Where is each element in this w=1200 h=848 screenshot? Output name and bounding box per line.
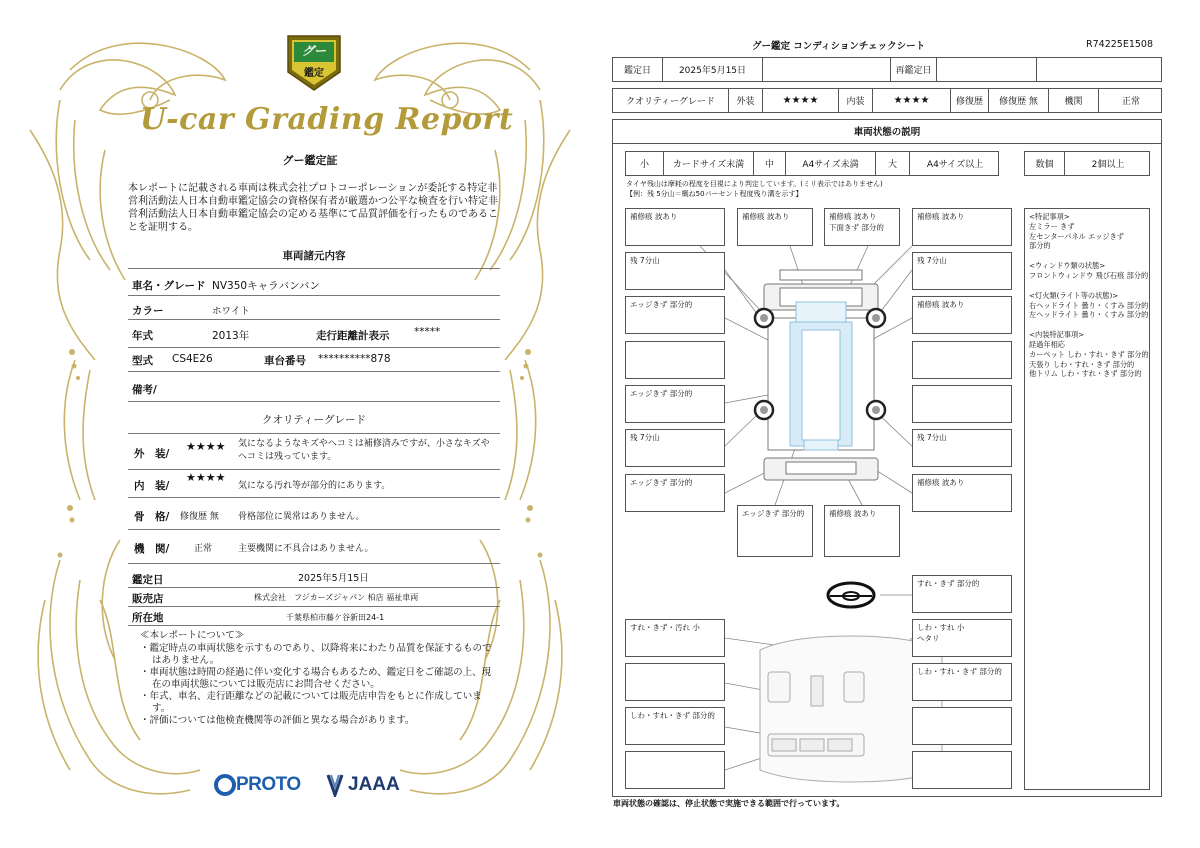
damage-box-left-4 bbox=[625, 385, 725, 423]
damage-text: 残 7分山 bbox=[630, 256, 660, 265]
damage-text: 補修痕 波あり bbox=[917, 300, 965, 309]
notes-line: 右ヘッドライト 曇り・くすみ 部分的 bbox=[1029, 300, 1149, 310]
notes-heading: ≪本レポートについて≫ bbox=[140, 630, 245, 641]
section-title: 車両状態の説明 bbox=[853, 127, 921, 138]
interior-box-left-3 bbox=[625, 707, 725, 745]
notes-line: 他トリム しわ・すれ・きず 部分的 bbox=[1029, 369, 1142, 379]
dealer-label: 販売店 bbox=[132, 593, 164, 605]
mileage-value: ***** bbox=[414, 326, 441, 338]
year-value: 2013年 bbox=[212, 330, 250, 342]
name-label: 車名・グレード bbox=[132, 280, 206, 292]
damage-text: 残 7分山 bbox=[917, 433, 947, 442]
damage-box-left-1 bbox=[625, 252, 725, 290]
address-value: 千葉県柏市藤ケ谷新田24-1 bbox=[286, 613, 385, 622]
note-item: ・評価については他検査機関等の評価と異なる場合があります。 bbox=[140, 715, 415, 726]
engine-value: 正常 bbox=[194, 544, 213, 554]
interior-stars: ★★★★ bbox=[186, 471, 226, 484]
size-large-desc-label: A4サイズ以上 bbox=[926, 160, 984, 170]
damage-text: 補修痕 波あり bbox=[917, 212, 965, 221]
engine-value: 正常 bbox=[1121, 97, 1140, 107]
damage-box-right-1 bbox=[912, 252, 1012, 290]
notes-line bbox=[1029, 251, 1145, 261]
note-item: ・車両状態は時間の経過に伴い変化する場合もあるため、鑑定日をご確認の上、現在の車両状態については販売店にお問合せください。 bbox=[140, 667, 492, 690]
sheet-footer: 車両状態の確認は、停止状態で実施できる範囲で行っています。 bbox=[613, 799, 845, 808]
frame-text: 骨格部位に異常はありません。 bbox=[238, 512, 365, 522]
year-label: 年式 bbox=[132, 330, 153, 342]
damage-box-right-2 bbox=[912, 296, 1012, 334]
badge-bottom-text: 鑑定 bbox=[304, 68, 324, 79]
spec-heading: 車両諸元内容 bbox=[128, 248, 500, 269]
damage-box-left-3 bbox=[625, 341, 725, 379]
damage-text: しわ・すれ・きず 部分的 bbox=[917, 667, 1002, 676]
notes-line: 左ミラー きず bbox=[1029, 221, 1075, 231]
damage-text: すれ・きず 部分的 bbox=[917, 579, 980, 588]
interior-text: 気になる汚れ等が部分的にあります。 bbox=[238, 481, 391, 491]
exterior-label: 外 装/ bbox=[134, 448, 170, 460]
certificate-intro: 本レポートに記載される車両は株式会社プロトコーポレーションが委託する特定非営利活動法人日本自動車鑑定協会の資格保有者が厳選かつ公平な検査を行い特定非営利活動法人日本自動車鑑定協会の定める基準にて品質評価を行ったものであることを証明する。 bbox=[128, 183, 498, 233]
damage-box-right-5 bbox=[912, 429, 1012, 467]
interior-box-left-2 bbox=[625, 663, 725, 701]
size-large-label: 大 bbox=[887, 160, 897, 170]
damage-text: 補修痕 波あり bbox=[829, 509, 877, 518]
damage-text: 下面きず 部分的 bbox=[829, 223, 884, 232]
jaaa-logo-text: JAAA bbox=[348, 774, 400, 795]
damage-box-left-5 bbox=[625, 429, 725, 467]
exterior-van-icon bbox=[764, 270, 878, 480]
tire-note-1: タイヤ残山は摩耗の程度を目視により判定しています。(ミリ表示ではありません) bbox=[626, 180, 883, 188]
exterior-label: 外装 bbox=[736, 97, 755, 107]
dealer-value: 株式会社 フジカーズジャパン 柏店 福祉車両 bbox=[254, 593, 419, 602]
special-notes-panel bbox=[1024, 208, 1150, 790]
damage-box-left-6 bbox=[625, 474, 725, 512]
notes-line: <内装特記事項> bbox=[1029, 330, 1085, 340]
address-label: 所在地 bbox=[132, 612, 164, 624]
date-label: 鑑定日 bbox=[623, 66, 651, 76]
damage-text: 残 7分山 bbox=[917, 256, 947, 265]
interior-label: 内装 bbox=[846, 97, 865, 107]
size-medium-label: 中 bbox=[764, 160, 774, 170]
engine-label: 機関 bbox=[1064, 97, 1083, 107]
engine-label: 機 関/ bbox=[134, 543, 170, 555]
damage-text: しわ・すれ・きず 部分的 bbox=[630, 711, 715, 720]
damage-box-front-center-right bbox=[824, 208, 900, 246]
document-id: R74225E1508 bbox=[1086, 39, 1154, 50]
note-item: ・年式、車名、走行距離などの記載については販売店申告をもとに作成しています。 bbox=[140, 691, 482, 714]
notes-line: 左ヘッドライト 曇り・くすみ 部分的 bbox=[1029, 310, 1149, 320]
damage-text: 残 7分山 bbox=[630, 433, 660, 442]
vin-value: **********878 bbox=[318, 353, 391, 365]
notes-line: <特記事項> bbox=[1029, 212, 1070, 221]
date-value: 2025年5月15日 bbox=[298, 573, 369, 584]
redate-label: 再鑑定日 bbox=[895, 66, 932, 76]
damage-text: ヘタリ bbox=[917, 634, 940, 643]
mileage-label: 走行距離計表示 bbox=[316, 330, 390, 342]
exterior-text: 気になるようなキズやヘコミは補修済みですが、小さなキズやヘコミは残っています。 bbox=[238, 439, 490, 462]
notes-line: 部分的 bbox=[1029, 241, 1051, 251]
color-label: カラー bbox=[132, 305, 164, 317]
count-desc-label: 2個以上 bbox=[1091, 160, 1125, 170]
notes-line: カーペット しわ・すれ・きず 部分的 bbox=[1029, 349, 1149, 359]
exterior-stars: ★★★★ bbox=[782, 95, 819, 106]
vin-label: 車台番号 bbox=[264, 355, 306, 367]
interior-box-right-5 bbox=[912, 751, 1012, 789]
date-label: 鑑定日 bbox=[132, 574, 164, 586]
damage-box-rear-right bbox=[824, 505, 900, 557]
sheet-title: グー鑑定 コンディションチェックシート bbox=[752, 41, 926, 52]
notes-line: <灯火類(ライト等の状態)> bbox=[1029, 290, 1119, 300]
interior-box-right-2 bbox=[912, 619, 1012, 657]
note-item: ・鑑定時点の車両状態を示すものであり、以降将来にわたり品質を保証するものではありません。 bbox=[140, 643, 492, 666]
count-label: 数個 bbox=[1035, 160, 1054, 170]
badge-top-text: グー bbox=[301, 44, 326, 58]
interior-label: 内 装/ bbox=[134, 480, 170, 492]
date-value: 2025年5月15日 bbox=[678, 66, 747, 76]
certificate-heading: グー鑑定証 bbox=[282, 154, 338, 167]
notes-line bbox=[1029, 281, 1145, 291]
damage-box-right-6 bbox=[912, 474, 1012, 512]
damage-box-front-left bbox=[625, 208, 725, 246]
exterior-stars: ★★★★ bbox=[186, 440, 226, 453]
notes-line bbox=[1029, 320, 1145, 330]
damage-text: エッジきず 部分的 bbox=[630, 389, 693, 398]
damage-box-rear-left bbox=[737, 505, 813, 557]
model-label: 型式 bbox=[132, 355, 153, 367]
damage-box-front-center-left bbox=[737, 208, 813, 246]
notes-line: フロントウィンドウ 飛び石痕 部分的 bbox=[1029, 270, 1149, 280]
damage-text: 補修痕 波あり bbox=[630, 212, 678, 221]
damage-text: 補修痕 波あり bbox=[742, 212, 790, 221]
damage-text: しわ・すれ 小 bbox=[917, 623, 965, 632]
report-title: U-car Grading Report bbox=[140, 102, 514, 137]
color-value: ホワイト bbox=[212, 306, 250, 317]
repair-value: 修復歴 無 bbox=[999, 97, 1038, 107]
name-value: NV350キャラバンバン bbox=[212, 280, 320, 292]
damage-box-front-right bbox=[912, 208, 1012, 246]
interior-stars: ★★★★ bbox=[893, 95, 930, 106]
damage-text: エッジきず 部分的 bbox=[630, 478, 693, 487]
notes-line: 左センターパネル エッジきず bbox=[1029, 231, 1124, 241]
quality-heading: クオリティーグレード bbox=[128, 412, 500, 434]
damage-box-right-3 bbox=[912, 341, 1012, 379]
grade-label: クオリティーグレード bbox=[625, 97, 716, 107]
remarks-label: 備考/ bbox=[132, 384, 157, 396]
size-medium-desc-label: A4サイズ未満 bbox=[802, 160, 859, 170]
damage-box-left-2 bbox=[625, 296, 725, 334]
damage-box-right-4 bbox=[912, 385, 1012, 423]
interior-box-steering bbox=[912, 575, 1012, 613]
frame-label: 骨 格/ bbox=[134, 511, 170, 523]
damage-text: すれ・きず・汚れ 小 bbox=[630, 623, 700, 632]
damage-text: エッジきず 部分的 bbox=[630, 300, 693, 309]
notes-line: 天張り しわ・すれ・きず 部分的 bbox=[1029, 359, 1135, 369]
repair-label: 修復歴 bbox=[955, 97, 983, 107]
interior-box-right-3 bbox=[912, 663, 1012, 701]
interior-box-left-1 bbox=[625, 619, 725, 657]
steering-wheel-icon bbox=[828, 583, 874, 607]
damage-text: 補修痕 波あり bbox=[829, 212, 877, 221]
notes-line: <ウィンドウ類の状態> bbox=[1029, 261, 1106, 271]
tire-note-2: 【例：残 5分山＝概ね50パーセント程度残り溝を示す】 bbox=[626, 190, 803, 198]
size-small-desc-label: カードサイズ未満 bbox=[672, 160, 745, 170]
frame-value: 修復歴 無 bbox=[180, 512, 219, 522]
interior-box-left-4 bbox=[625, 751, 725, 789]
proto-logo-text: PROTO bbox=[236, 774, 301, 795]
damage-text: 補修痕 波あり bbox=[917, 478, 965, 487]
notes-line: 経過年相応 bbox=[1029, 339, 1065, 349]
model-value: CS4E26 bbox=[172, 353, 213, 365]
size-small-label: 小 bbox=[639, 160, 649, 170]
engine-text: 主要機関に不具合はありません。 bbox=[238, 544, 374, 554]
damage-text: エッジきず 部分的 bbox=[742, 509, 805, 518]
interior-box-right-4 bbox=[912, 707, 1012, 745]
